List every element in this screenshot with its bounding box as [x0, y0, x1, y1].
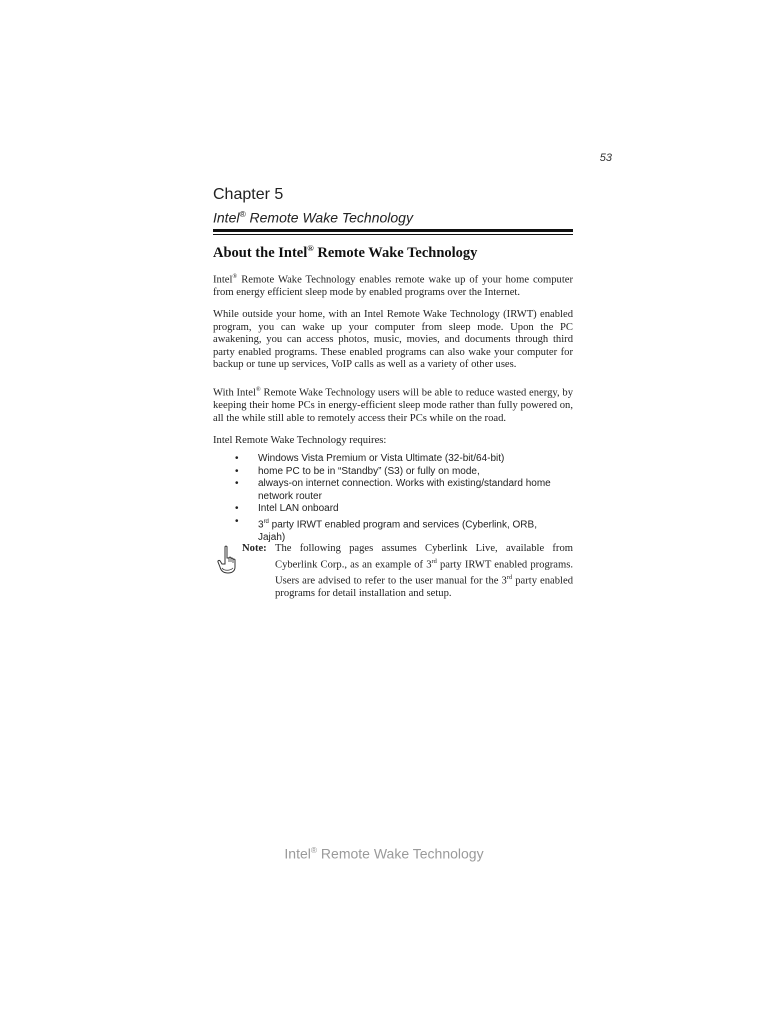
list-item: [233, 453, 563, 466]
registered-mark: ®: [255, 386, 261, 393]
heading-pre: About the Intel: [213, 244, 308, 261]
chapter-title-rest: Remote Wake Technology: [245, 209, 413, 226]
list-item: [233, 516, 563, 545]
p2-text: While outside your home, with an Intel Remote Wake Technology (IRWT) enabled program, you can wake up your computer from sleep mode. Upon the PC awakening, you can access photos, music, movies, and documents through third party enabled programs. These enabled programs can also wake your computer for backup or tune up services, VoIP calls as well as a variety of other uses.: [213, 309, 573, 371]
list-item-text: Intel LAN onboard: [258, 503, 339, 515]
ordinal-suffix: rd: [431, 557, 437, 565]
page-number: 53: [599, 152, 612, 164]
note-text: [275, 543, 573, 600]
pointing-hand-icon: [216, 545, 240, 575]
paragraph-intro: [213, 271, 573, 300]
list-item-text: always-on internet connection. Works with existing/standard home network router: [258, 478, 551, 502]
bullet-dot: •: [235, 515, 239, 527]
p1-post: Remote Wake Technology enables remote wake up of your home computer from energy efficient sleep mode by enabled programs over the Internet.: [213, 274, 573, 299]
p1-pre: Intel: [213, 274, 233, 286]
paragraph-requires: [213, 435, 573, 448]
chapter-rule-thick: [213, 229, 573, 232]
list-item-text: home PC to be in “Standby” (S3) or fully on mode,: [258, 465, 480, 477]
note-text-b: party IRWT enabled programs. Users are advised to refer to the user manual for the 3: [275, 559, 574, 587]
list-item: [233, 466, 563, 479]
registered-mark: ®: [232, 273, 238, 280]
requirements-list: [233, 453, 563, 544]
page-footer: [0, 845, 768, 862]
ordinal-suffix: rd: [263, 518, 269, 525]
list-item: [233, 478, 563, 503]
p4-text: Intel Remote Wake Technology requires:: [213, 435, 387, 446]
footer-post: Remote Wake Technology: [317, 845, 484, 862]
chapter-rule-thin: [213, 234, 573, 235]
chapter-title: [213, 209, 413, 226]
chapter-label: Chapter 5: [213, 186, 284, 203]
p3-post: Remote Wake Technology users will be able to reduce wasted energy, by keeping their home PCs in energy-efficient sleep mode rather than fully powered on, all the while still able to remotely access their PCs while on the road.: [213, 387, 573, 424]
chapter-title-brand: Intel: [213, 209, 240, 226]
footer-pre: Intel: [284, 845, 311, 862]
list-item: [233, 503, 563, 516]
bullet-dot: •: [235, 465, 239, 477]
p3-pre: With Intel: [213, 387, 256, 399]
section-heading: [213, 243, 573, 262]
heading-post: Remote Wake Technology: [313, 244, 478, 261]
registered-mark: ®: [310, 845, 318, 855]
note-text-a: The following pages assumes Cyberlink Live, available from Cyberlink Corp., as an example of 3: [275, 543, 573, 571]
note-label: Note:: [242, 543, 267, 554]
paragraph-energy: [213, 384, 573, 425]
list-item-text: party IRWT enabled program and services (Cyberlink, ORB, Jajah): [258, 519, 537, 543]
list-item-text: Windows Vista Premium or Vista Ultimate (32-bit/64-bit): [258, 453, 505, 464]
paragraph-outside-home: [213, 309, 573, 372]
bullet-dot: •: [235, 478, 239, 490]
registered-mark: ®: [239, 209, 246, 219]
bullet-dot: •: [235, 503, 239, 515]
list-item-num: 3: [258, 519, 264, 531]
ordinal-suffix: rd: [506, 573, 513, 581]
note-text-c: party enabled programs for detail installation and setup.: [275, 575, 573, 599]
bullet-dot: •: [235, 453, 239, 464]
registered-mark: ®: [307, 243, 314, 253]
